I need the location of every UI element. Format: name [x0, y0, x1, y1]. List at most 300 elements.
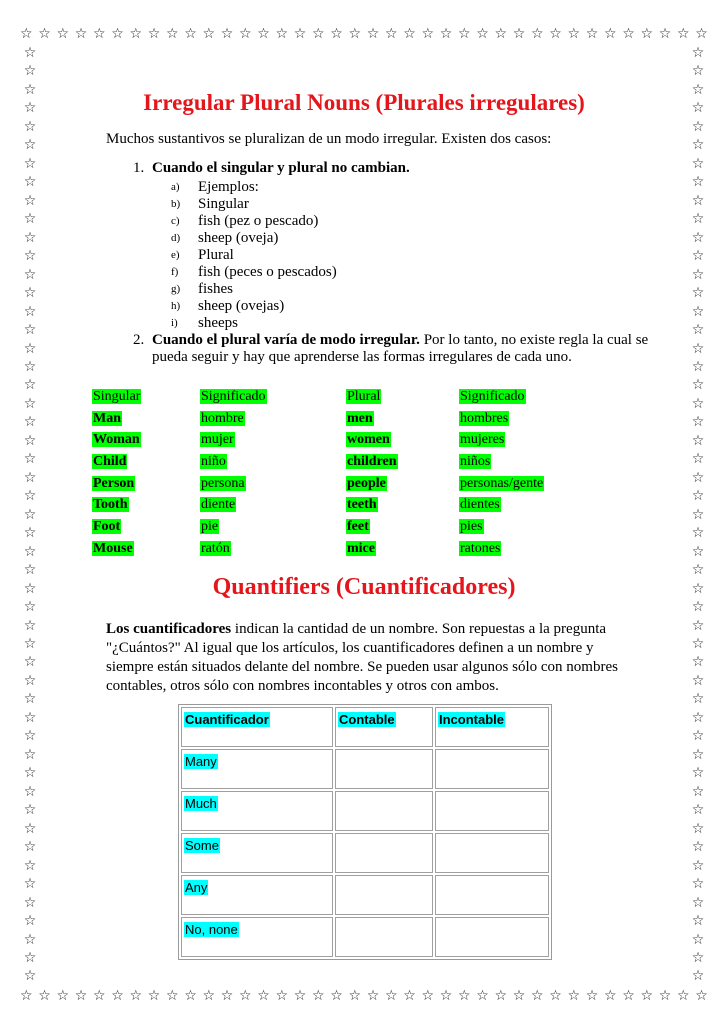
nouns-row	[92, 516, 652, 538]
star-icon: ☆	[184, 988, 197, 1004]
star-icon: ☆	[458, 26, 471, 42]
star-icon: ☆	[23, 63, 37, 80]
nouns-cell-text: Person	[93, 475, 135, 491]
star-icon: ☆	[691, 395, 705, 412]
nouns-cell	[459, 451, 652, 473]
nouns-cell	[200, 386, 346, 408]
star-icon: ☆	[23, 358, 37, 375]
quantifiers-row	[181, 875, 549, 915]
star-icon: ☆	[658, 26, 672, 42]
star-icon: ☆	[691, 358, 705, 375]
star-icon: ☆	[23, 432, 37, 449]
star-icon: ☆	[691, 174, 705, 191]
star-icon: ☆	[23, 931, 37, 948]
nouns-cell-text: pies	[460, 518, 483, 534]
star-icon: ☆	[23, 469, 37, 486]
quantifier-cell	[181, 707, 333, 747]
quantifier-cell	[181, 875, 333, 915]
star-icon: ☆	[549, 26, 562, 42]
star-icon: ☆	[23, 857, 37, 874]
nouns-cell-text: persona	[201, 475, 245, 491]
star-icon: ☆	[275, 26, 289, 42]
nouns-header-text: Significado	[460, 388, 525, 404]
nouns-cell	[459, 516, 652, 538]
nouns-cell	[346, 494, 459, 516]
star-icon: ☆	[531, 988, 544, 1004]
nouns-header-text: Plural	[347, 388, 381, 404]
star-icon: ☆	[348, 988, 362, 1004]
star-icon: ☆	[23, 211, 37, 228]
star-icon: ☆	[23, 506, 37, 523]
example-marker: c)	[171, 215, 180, 227]
star-icon: ☆	[385, 988, 398, 1004]
example-text: sheep (ovejas)	[198, 298, 285, 314]
star-icon: ☆	[494, 26, 508, 42]
star-icon: ☆	[23, 968, 37, 985]
nouns-cell-text: Man	[93, 410, 121, 426]
quantifiers-row	[181, 791, 549, 831]
nouns-cell	[92, 408, 200, 430]
star-icon: ☆	[658, 988, 672, 1004]
quantifier-cell	[335, 833, 433, 873]
nouns-cell	[346, 429, 459, 451]
star-icon: ☆	[23, 81, 37, 98]
star-icon: ☆	[640, 26, 654, 42]
example-item	[152, 179, 668, 196]
star-icon: ☆	[166, 988, 179, 1004]
example-marker: f)	[171, 266, 179, 278]
nouns-header-text: Significado	[201, 388, 266, 404]
nouns-cell-text: ratones	[460, 540, 501, 556]
star-icon: ☆	[691, 118, 705, 135]
nouns-cell	[200, 538, 346, 560]
star-icon: ☆	[549, 988, 562, 1004]
star-icon: ☆	[23, 266, 37, 283]
star-icon: ☆	[458, 988, 471, 1004]
star-icon: ☆	[691, 746, 705, 763]
star-icon: ☆	[23, 192, 37, 209]
nouns-cell-text: pie	[201, 518, 219, 534]
quantifiers-text-rest: indican la cantidad de un nombre. Son repuestas a la pregunta "¿Cuántos?" Al igual que los artículos, los cuantificadores definen a un nombre y siempre están situados delante del nombre. Se pueden usar algunos sólo con nombres contables, otros sólo con nombres incontables y otros con ambos.	[106, 621, 618, 694]
star-icon: ☆	[23, 174, 37, 191]
star-icon: ☆	[23, 580, 37, 597]
quantifiers-text-bold: Los cuantificadores	[106, 621, 232, 637]
star-icon: ☆	[512, 26, 526, 42]
star-icon: ☆	[293, 26, 307, 42]
quantifier-text: No, none	[185, 922, 238, 937]
nouns-cell-text: people	[347, 475, 386, 491]
example-marker: a)	[171, 181, 180, 193]
star-icon: ☆	[38, 26, 51, 42]
star-border-bottom	[20, 986, 708, 1006]
section2-title: Quantifiers (Cuantificadores)	[212, 574, 516, 600]
star-icon: ☆	[439, 26, 453, 42]
example-marker: d)	[171, 232, 181, 244]
star-icon: ☆	[93, 26, 106, 42]
star-icon: ☆	[691, 709, 705, 726]
example-item	[152, 264, 668, 281]
star-icon: ☆	[23, 617, 37, 634]
star-icon: ☆	[257, 988, 270, 1004]
star-icon: ☆	[23, 285, 37, 302]
star-icon: ☆	[691, 636, 705, 652]
star-icon: ☆	[23, 894, 37, 911]
star-icon: ☆	[23, 340, 37, 357]
nouns-cell	[459, 386, 652, 408]
star-icon: ☆	[691, 931, 705, 948]
quantifier-cell	[181, 833, 333, 873]
example-item	[152, 298, 668, 315]
star-icon: ☆	[531, 26, 544, 42]
quantifiers-row	[181, 749, 549, 789]
star-icon: ☆	[691, 322, 705, 339]
nouns-row	[92, 429, 652, 451]
star-icon: ☆	[20, 26, 33, 42]
nouns-cell-text: Mouse	[93, 540, 133, 556]
nouns-cell	[459, 408, 652, 430]
star-icon: ☆	[691, 63, 705, 80]
star-icon: ☆	[23, 118, 37, 135]
star-icon: ☆	[239, 988, 252, 1004]
example-marker: e)	[171, 249, 180, 261]
nouns-row	[92, 451, 652, 473]
star-icon: ☆	[220, 988, 234, 1004]
star-icon: ☆	[439, 988, 453, 1004]
star-icon: ☆	[23, 100, 37, 117]
star-icon: ☆	[403, 26, 416, 42]
star-icon: ☆	[330, 26, 343, 42]
star-icon: ☆	[330, 988, 343, 1004]
nouns-cell-text: Woman	[93, 432, 140, 448]
examples-list	[152, 179, 668, 332]
quantifier-cell	[335, 749, 433, 789]
quantifier-cell	[335, 791, 433, 831]
star-icon: ☆	[622, 26, 635, 42]
star-icon: ☆	[93, 988, 106, 1004]
star-icon: ☆	[184, 26, 197, 42]
star-icon: ☆	[366, 26, 380, 42]
nouns-cell	[200, 429, 346, 451]
star-icon: ☆	[23, 248, 37, 265]
nouns-cell-text: women	[347, 432, 390, 448]
star-icon: ☆	[691, 266, 705, 283]
star-icon: ☆	[691, 617, 705, 634]
star-icon: ☆	[691, 525, 705, 542]
star-icon: ☆	[23, 303, 37, 320]
star-icon: ☆	[691, 211, 705, 228]
quantifier-text: Many	[185, 754, 217, 769]
nouns-cell	[346, 451, 459, 473]
nouns-cell-text: men	[347, 410, 373, 426]
nouns-cell-text: dientes	[460, 497, 500, 513]
example-text: sheep (oveja)	[198, 230, 279, 246]
nouns-cell	[346, 538, 459, 560]
nouns-header-row	[92, 386, 652, 408]
star-icon: ☆	[56, 26, 70, 42]
example-text: fish (peces o pescados)	[198, 264, 337, 280]
star-icon: ☆	[677, 988, 690, 1004]
star-icon: ☆	[23, 451, 37, 468]
nouns-cell	[200, 494, 346, 516]
star-icon: ☆	[202, 26, 216, 42]
nouns-cell-text: mice	[347, 540, 375, 556]
star-icon: ☆	[691, 783, 705, 800]
star-icon: ☆	[23, 765, 37, 782]
quantifier-cell	[335, 875, 433, 915]
case-1	[148, 160, 668, 332]
nouns-row	[92, 473, 652, 495]
nouns-cell	[92, 516, 200, 538]
nouns-row	[92, 494, 652, 516]
star-icon: ☆	[691, 839, 705, 856]
example-item	[152, 281, 668, 298]
nouns-cell	[459, 494, 652, 516]
star-icon: ☆	[275, 988, 289, 1004]
nouns-cell	[200, 408, 346, 430]
star-icon: ☆	[23, 820, 37, 837]
star-icon: ☆	[691, 802, 705, 819]
quantifier-header-text: Cuantificador	[185, 712, 269, 727]
star-icon: ☆	[239, 26, 252, 42]
star-icon: ☆	[512, 988, 526, 1004]
case-2-rest: Por lo tanto, no existe regla la cual se pueda seguir y hay que aprenderse las formas irregulares de cada uno.	[152, 332, 649, 365]
star-icon: ☆	[257, 26, 270, 42]
example-marker: g)	[171, 283, 181, 295]
star-icon: ☆	[691, 728, 705, 745]
quantifier-header-text: Contable	[339, 712, 395, 727]
nouns-cell-text: feet	[347, 518, 369, 534]
example-item	[152, 247, 668, 264]
irregular-nouns-table	[92, 386, 652, 560]
nouns-cell-text: teeth	[347, 497, 377, 513]
star-icon: ☆	[691, 913, 705, 930]
star-icon: ☆	[640, 988, 654, 1004]
example-text: sheeps	[198, 315, 238, 331]
star-icon: ☆	[691, 876, 705, 893]
quantifier-text: Any	[185, 880, 208, 895]
star-icon: ☆	[38, 988, 51, 1004]
star-icon: ☆	[567, 26, 581, 42]
star-icon: ☆	[691, 968, 705, 985]
star-icon: ☆	[585, 26, 599, 42]
quantifier-cell	[435, 791, 549, 831]
star-icon: ☆	[56, 988, 70, 1004]
example-text: fishes	[198, 281, 233, 297]
star-icon: ☆	[695, 26, 708, 42]
quantifiers-text	[106, 620, 626, 696]
example-item	[152, 230, 668, 247]
nouns-cell	[459, 429, 652, 451]
star-icon: ☆	[23, 654, 37, 671]
star-icon: ☆	[691, 340, 705, 357]
star-icon: ☆	[23, 783, 37, 800]
nouns-cell	[346, 408, 459, 430]
case-1-text: Cuando el singular y plural no cambian.	[152, 160, 410, 176]
nouns-cell-text: ratón	[201, 540, 230, 556]
example-item	[152, 196, 668, 213]
section1-intro: Muchos sustantivos se pluralizan de un modo irregular. Existen dos casos:	[106, 131, 552, 147]
star-icon: ☆	[691, 229, 705, 246]
star-icon: ☆	[494, 988, 508, 1004]
quantifier-cell	[435, 707, 549, 747]
quantifier-cell	[435, 875, 549, 915]
star-icon: ☆	[23, 728, 37, 745]
nouns-cell-text: mujer	[201, 432, 234, 448]
nouns-cell	[459, 538, 652, 560]
nouns-cell	[200, 451, 346, 473]
star-icon: ☆	[691, 488, 705, 505]
cases-list	[106, 160, 668, 366]
nouns-cell	[346, 386, 459, 408]
quantifier-cell	[435, 917, 549, 957]
star-icon: ☆	[691, 469, 705, 486]
star-icon: ☆	[23, 709, 37, 726]
example-marker: b)	[171, 198, 181, 210]
star-icon: ☆	[691, 100, 705, 117]
star-icon: ☆	[691, 285, 705, 302]
quantifier-header-text: Incontable	[439, 712, 505, 727]
nouns-cell	[200, 473, 346, 495]
example-marker: h)	[171, 300, 181, 312]
star-icon: ☆	[585, 988, 599, 1004]
star-icon: ☆	[20, 988, 33, 1004]
star-icon: ☆	[23, 543, 37, 560]
star-icon: ☆	[111, 26, 124, 42]
nouns-header-text: Singular	[93, 388, 141, 404]
nouns-cell-text: personas/gente	[460, 475, 544, 491]
nouns-cell	[459, 473, 652, 495]
case-2	[148, 332, 668, 366]
star-icon: ☆	[220, 26, 234, 42]
star-icon: ☆	[74, 26, 88, 42]
star-icon: ☆	[691, 765, 705, 782]
star-icon: ☆	[421, 26, 435, 42]
star-icon: ☆	[695, 988, 708, 1004]
star-icon: ☆	[111, 988, 124, 1004]
nouns-cell-text: children	[347, 453, 397, 469]
star-icon: ☆	[622, 988, 635, 1004]
star-icon: ☆	[23, 562, 37, 579]
star-icon: ☆	[421, 988, 435, 1004]
star-icon: ☆	[691, 543, 705, 560]
case-2-bold: Cuando el plural varía de modo irregular.	[152, 332, 420, 348]
star-icon: ☆	[604, 26, 617, 42]
nouns-cell-text: Tooth	[93, 497, 128, 513]
star-icon: ☆	[293, 988, 307, 1004]
star-icon: ☆	[366, 988, 380, 1004]
star-icon: ☆	[23, 488, 37, 505]
quantifier-cell	[181, 917, 333, 957]
nouns-cell-text: mujeres	[460, 432, 505, 448]
star-icon: ☆	[691, 599, 705, 616]
star-icon: ☆	[476, 988, 489, 1004]
star-icon: ☆	[691, 691, 705, 708]
star-icon: ☆	[691, 192, 705, 209]
star-border-left	[20, 44, 40, 986]
star-border-top	[20, 24, 708, 44]
star-icon: ☆	[23, 691, 37, 708]
star-icon: ☆	[691, 506, 705, 523]
star-icon: ☆	[23, 876, 37, 893]
star-icon: ☆	[691, 248, 705, 265]
star-icon: ☆	[202, 988, 216, 1004]
star-icon: ☆	[23, 414, 37, 431]
star-icon: ☆	[691, 562, 705, 579]
quantifier-cell	[335, 917, 433, 957]
star-icon: ☆	[691, 654, 705, 671]
star-icon: ☆	[604, 988, 617, 1004]
star-icon: ☆	[23, 45, 37, 61]
star-icon: ☆	[23, 839, 37, 856]
star-icon: ☆	[691, 672, 705, 689]
star-icon: ☆	[23, 137, 37, 154]
star-icon: ☆	[403, 988, 416, 1004]
example-text: Ejemplos:	[198, 179, 259, 195]
nouns-cell	[92, 429, 200, 451]
quantifier-cell	[435, 749, 549, 789]
star-icon: ☆	[691, 820, 705, 837]
star-icon: ☆	[691, 155, 705, 172]
nouns-row	[92, 408, 652, 430]
star-icon: ☆	[691, 377, 705, 394]
star-icon: ☆	[691, 432, 705, 449]
star-icon: ☆	[312, 26, 325, 42]
star-icon: ☆	[385, 26, 398, 42]
quantifier-cell	[435, 833, 549, 873]
section1-title: Irregular Plural Nouns (Plurales irregulares)	[143, 90, 585, 115]
star-icon: ☆	[691, 949, 705, 966]
nouns-cell	[92, 473, 200, 495]
star-icon: ☆	[23, 672, 37, 689]
quantifiers-row	[181, 833, 549, 873]
example-text: fish (pez o pescado)	[198, 213, 319, 229]
star-icon: ☆	[23, 229, 37, 246]
nouns-cell-text: niños	[460, 453, 491, 469]
star-icon: ☆	[691, 857, 705, 874]
quantifier-cell	[181, 791, 333, 831]
nouns-cell-text: diente	[201, 497, 236, 513]
star-icon: ☆	[74, 988, 88, 1004]
star-icon: ☆	[147, 26, 161, 42]
star-icon: ☆	[567, 988, 581, 1004]
star-icon: ☆	[476, 26, 489, 42]
star-icon: ☆	[23, 636, 37, 652]
nouns-cell	[92, 494, 200, 516]
example-item	[152, 213, 668, 230]
example-text: Plural	[198, 247, 234, 263]
star-icon: ☆	[691, 137, 705, 154]
star-icon: ☆	[23, 802, 37, 819]
quantifiers-header-row	[181, 707, 549, 747]
star-icon: ☆	[691, 451, 705, 468]
star-icon: ☆	[166, 26, 179, 42]
nouns-cell	[346, 473, 459, 495]
nouns-cell	[92, 538, 200, 560]
star-icon: ☆	[23, 395, 37, 412]
star-icon: ☆	[23, 377, 37, 394]
quantifiers-row	[181, 917, 549, 957]
star-icon: ☆	[23, 949, 37, 966]
nouns-cell-text: Foot	[93, 518, 121, 534]
quantifier-text: Much	[185, 796, 217, 811]
nouns-cell-text: Child	[93, 453, 127, 469]
quantifier-text: Some	[185, 838, 219, 853]
star-icon: ☆	[23, 746, 37, 763]
nouns-cell-text: hombre	[201, 410, 244, 426]
star-icon: ☆	[23, 322, 37, 339]
star-icon: ☆	[147, 988, 161, 1004]
star-icon: ☆	[129, 26, 143, 42]
